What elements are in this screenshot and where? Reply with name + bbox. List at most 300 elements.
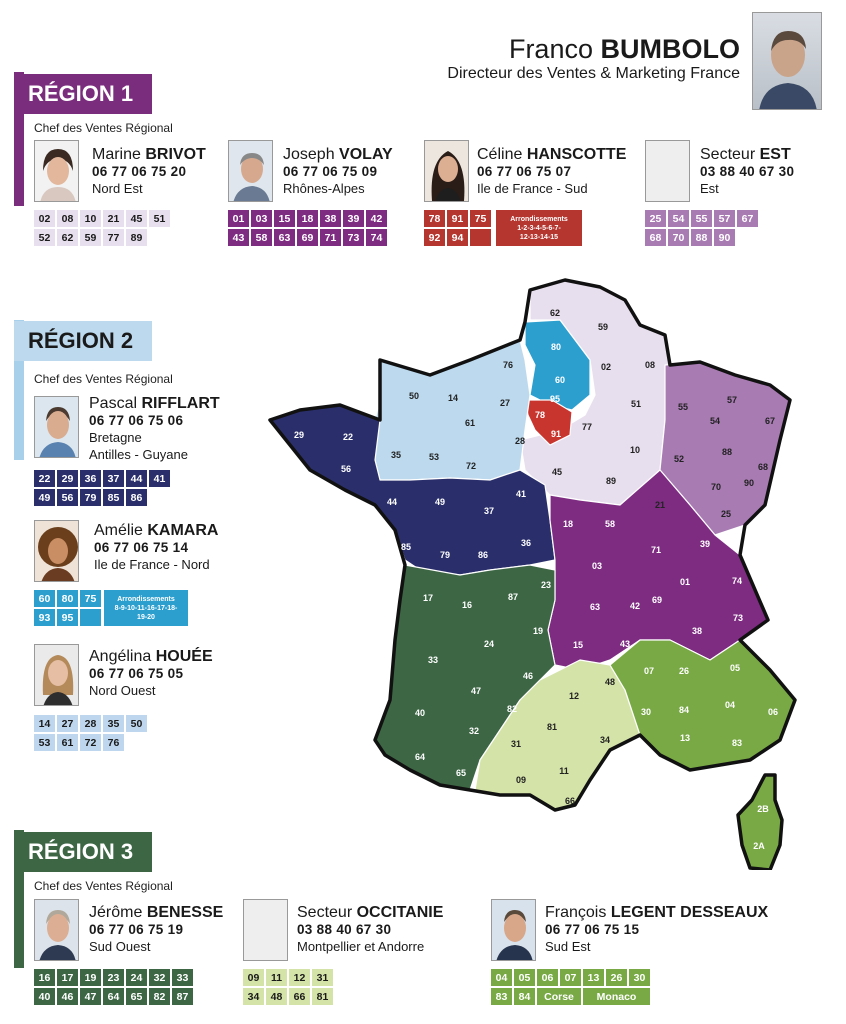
region1-chef-label: Chef des Ventes Régional xyxy=(34,121,173,135)
dept-chip: 59 xyxy=(80,229,101,246)
dept-chip: 76 xyxy=(103,734,124,751)
dept-label: 13 xyxy=(679,733,691,743)
dept-label: 87 xyxy=(507,592,519,602)
dept-label: 14 xyxy=(447,393,459,403)
dept-label: 21 xyxy=(654,500,666,510)
region1-label: RÉGION 1 xyxy=(28,81,134,106)
depts-brivot-row2 xyxy=(34,229,147,246)
dept-label: 39 xyxy=(699,539,711,549)
dept-chip: 56 xyxy=(57,489,78,506)
director-last-name: BUMBOLO xyxy=(600,34,740,64)
dept-chip: 50 xyxy=(126,715,147,732)
dept-chip: 36 xyxy=(80,470,101,487)
dept-chip: 46 xyxy=(57,988,78,1005)
dept-label: 73 xyxy=(732,613,744,623)
dept-label: 88 xyxy=(721,447,733,457)
person-name xyxy=(283,146,393,163)
dept-chip: 10 xyxy=(80,210,101,227)
dept-label: 24 xyxy=(483,639,495,649)
dept-label: 44 xyxy=(386,497,398,507)
dept-chip: 27 xyxy=(57,715,78,732)
dept-label: 78 xyxy=(534,410,546,420)
person-name xyxy=(477,146,626,163)
dept-chip-monaco: Monaco xyxy=(583,988,650,1005)
dept-label: 95 xyxy=(549,394,561,404)
dept-label: 54 xyxy=(709,416,721,426)
dept-label: 85 xyxy=(400,542,412,552)
avatar-placeholder-occitanie xyxy=(243,899,288,961)
dept-chip: 86 xyxy=(126,489,147,506)
dept-chip: 78 xyxy=(424,210,445,227)
director-first-name: Franco xyxy=(508,34,593,64)
dept-label: 41 xyxy=(515,489,527,499)
last-name: RIFFLART xyxy=(141,395,220,412)
phone: 06 77 06 75 14 xyxy=(94,540,189,555)
dept-label: 77 xyxy=(581,422,593,432)
dept-chip: 13 xyxy=(583,969,604,986)
depts-volay-row2 xyxy=(228,229,387,246)
arr-title: Arrondissements xyxy=(117,595,175,603)
last-name: LEGENT DESSEAUX xyxy=(610,904,769,921)
dept-label: 30 xyxy=(640,707,652,717)
dept-chip: 17 xyxy=(57,969,78,986)
dept-chip: 02 xyxy=(34,210,55,227)
dept-label: 66 xyxy=(564,796,576,806)
person-name xyxy=(297,904,443,921)
depts-volay-row1 xyxy=(228,210,387,227)
area: Ile de France - Nord xyxy=(94,557,210,572)
dept-chip: 43 xyxy=(228,229,249,246)
depts-benesse-row1 xyxy=(34,969,193,986)
dept-label: 68 xyxy=(757,462,769,472)
person-benesse xyxy=(89,904,223,955)
dept-label: 42 xyxy=(629,601,641,611)
dept-label: 35 xyxy=(390,450,402,460)
dept-chip: 89 xyxy=(126,229,147,246)
dept-label: 23 xyxy=(540,580,552,590)
phone: 06 77 06 75 07 xyxy=(477,164,572,179)
dept-label: 08 xyxy=(644,360,656,370)
dept-label: 62 xyxy=(549,308,561,318)
depts-est-row1 xyxy=(645,210,758,227)
first-name: Jérôme xyxy=(89,904,143,921)
dept-chip: 65 xyxy=(126,988,147,1005)
dept-label: 2B xyxy=(757,804,769,814)
area: Sud Ouest xyxy=(89,939,151,954)
dept-label: 90 xyxy=(743,478,755,488)
dept-chip: 39 xyxy=(343,210,364,227)
dept-chip: 66 xyxy=(289,988,310,1005)
dept-label: 91 xyxy=(550,429,562,439)
region3-label: RÉGION 3 xyxy=(28,839,134,864)
avatar-kamara xyxy=(34,520,79,582)
dept-label: 63 xyxy=(589,602,601,612)
area: Ile de France - Sud xyxy=(477,181,588,196)
phone: 06 77 06 75 05 xyxy=(89,666,184,681)
dept-chip: 94 xyxy=(447,229,468,246)
dept-label: 09 xyxy=(515,775,527,785)
dept-label: 32 xyxy=(468,726,480,736)
dept-chip: 51 xyxy=(149,210,170,227)
phone: 06 77 06 75 06 xyxy=(89,413,184,428)
dept-label: 15 xyxy=(572,640,584,650)
dept-chip: 47 xyxy=(80,988,101,1005)
first-name: Joseph xyxy=(283,146,335,163)
dept-label: 58 xyxy=(604,519,616,529)
first-name: Amélie xyxy=(94,522,143,539)
director-name xyxy=(509,34,740,65)
dept-label: 36 xyxy=(520,538,532,548)
dept-chip: 52 xyxy=(34,229,55,246)
dept-label: 70 xyxy=(710,482,722,492)
arr-line1: 1-2-3-4-5-6-7- xyxy=(517,224,561,232)
dept-chip: 53 xyxy=(34,734,55,751)
depts-legent-row2 xyxy=(491,988,650,1005)
region3-chef-label: Chef des Ventes Régional xyxy=(34,879,173,893)
dept-chip: 45 xyxy=(126,210,147,227)
dept-chip: 90 xyxy=(714,229,735,246)
dept-label: 29 xyxy=(293,430,305,440)
depts-brivot-row1 xyxy=(34,210,170,227)
dept-chip: 69 xyxy=(297,229,318,246)
dept-chip: 68 xyxy=(645,229,666,246)
region3-banner xyxy=(14,832,152,872)
dept-label: 56 xyxy=(340,464,352,474)
dept-label: 53 xyxy=(428,452,440,462)
dept-label: 28 xyxy=(514,436,526,446)
dept-label: 69 xyxy=(651,595,663,605)
dept-chip: 11 xyxy=(266,969,287,986)
dept-label: 11 xyxy=(559,766,569,776)
person-brivot xyxy=(92,146,206,197)
dept-chip: 14 xyxy=(34,715,55,732)
area: Rhônes-Alpes xyxy=(283,181,365,196)
dept-label: 17 xyxy=(422,593,434,603)
dept-label: 38 xyxy=(691,626,703,636)
dept-label: 22 xyxy=(342,432,354,442)
dept-label: 50 xyxy=(408,391,420,401)
dept-chip: 19 xyxy=(80,969,101,986)
dept-label: 07 xyxy=(643,666,655,676)
person-occitanie xyxy=(297,904,443,955)
dept-label: 57 xyxy=(726,395,738,405)
dept-chip: 24 xyxy=(126,969,147,986)
dept-label: 46 xyxy=(522,671,534,681)
person-houee xyxy=(89,648,213,699)
dept-chip: 23 xyxy=(103,969,124,986)
dept-label: 26 xyxy=(678,666,690,676)
person-legent xyxy=(545,904,768,955)
dept-label: 81 xyxy=(546,722,558,732)
last-name: BENESSE xyxy=(146,904,224,921)
dept-label: 84 xyxy=(678,705,690,715)
avatar-legent xyxy=(491,899,536,961)
dept-chip: 71 xyxy=(320,229,341,246)
arr-title: Arrondissements xyxy=(510,215,568,223)
dept-label: 72 xyxy=(465,461,477,471)
dept-label: 52 xyxy=(673,454,685,464)
phone: 06 77 06 75 09 xyxy=(283,164,378,179)
depts-legent-row1 xyxy=(491,969,650,986)
dept-chip: 30 xyxy=(629,969,650,986)
dept-chip: 12 xyxy=(289,969,310,986)
depts-kamara-row1 xyxy=(34,590,101,607)
person-silhouette-icon xyxy=(35,397,79,458)
dept-label: 18 xyxy=(562,519,574,529)
dept-chip: 32 xyxy=(149,969,170,986)
dept-label: 83 xyxy=(731,738,743,748)
dept-label: 03 xyxy=(591,561,603,571)
area: Bretagne xyxy=(89,430,142,445)
first-name: Secteur xyxy=(700,146,756,163)
dept-label: 25 xyxy=(720,509,732,519)
dept-chip: 22 xyxy=(34,470,55,487)
person-volay xyxy=(283,146,393,197)
area: Est xyxy=(700,181,719,196)
dept-chip: 91 xyxy=(447,210,468,227)
dept-label: 48 xyxy=(604,677,616,687)
depts-occitanie-row1 xyxy=(243,969,333,986)
first-name: Marine xyxy=(92,146,141,163)
area: Montpellier et Andorre xyxy=(297,939,425,954)
avatar-hanscotte xyxy=(424,140,469,202)
first-name: Angélina xyxy=(89,648,152,665)
dept-chip: 88 xyxy=(691,229,712,246)
dept-chip: 87 xyxy=(172,988,193,1005)
dept-chip: 75 xyxy=(80,590,101,607)
region2-chef-label: Chef des Ventes Régional xyxy=(34,372,173,386)
dept-label: 49 xyxy=(434,497,446,507)
dept-chip: 75 xyxy=(470,210,491,227)
dept-chip: 01 xyxy=(228,210,249,227)
dept-chip: 26 xyxy=(606,969,627,986)
dept-label: 64 xyxy=(414,752,426,762)
depts-occitanie-row2 xyxy=(243,988,333,1005)
dept-chip: 95 xyxy=(57,609,78,626)
dept-chip: 29 xyxy=(57,470,78,487)
director-avatar xyxy=(752,12,822,110)
dept-chip-corse: Corse xyxy=(537,988,581,1005)
dept-chip: 83 xyxy=(491,988,512,1005)
person-name xyxy=(92,146,206,163)
dept-chip: 64 xyxy=(103,988,124,1005)
dept-chip: 72 xyxy=(80,734,101,751)
avatar-houee xyxy=(34,644,79,706)
dept-label: 01 xyxy=(679,577,691,587)
dept-chip: 67 xyxy=(737,210,758,227)
depts-rifflart-row1 xyxy=(34,470,170,487)
dept-chip: 61 xyxy=(57,734,78,751)
person-name xyxy=(89,395,220,412)
avatar-brivot xyxy=(34,140,79,202)
dept-label: 80 xyxy=(550,342,562,352)
dept-chip: 42 xyxy=(366,210,387,227)
depts-hanscotte-row2 xyxy=(424,229,491,246)
dept-chip: 37 xyxy=(103,470,124,487)
first-name: Céline xyxy=(477,146,523,163)
dept-chip: 49 xyxy=(34,489,55,506)
dept-chip: 73 xyxy=(343,229,364,246)
dept-label: 40 xyxy=(414,708,426,718)
person-hanscotte xyxy=(477,146,626,197)
avatar-volay xyxy=(228,140,273,202)
dept-label: 12 xyxy=(568,691,580,701)
arr-line1: 8-9-10-11-16-17-18- xyxy=(114,604,178,612)
area: Nord Ouest xyxy=(89,683,156,698)
dept-label: 65 xyxy=(455,768,467,778)
dept-chip: 41 xyxy=(149,470,170,487)
dept-chip: 28 xyxy=(80,715,101,732)
dept-chip: 21 xyxy=(103,210,124,227)
dept-chip: 85 xyxy=(103,489,124,506)
dept-label: 76 xyxy=(502,360,514,370)
last-name: HANSCOTTE xyxy=(526,146,627,163)
person-name xyxy=(545,904,768,921)
dept-chip: 06 xyxy=(537,969,558,986)
area: Sud Est xyxy=(545,939,591,954)
depts-houee-row2 xyxy=(34,734,124,751)
last-name: OCCITANIE xyxy=(356,904,444,921)
dept-label: 31 xyxy=(510,739,522,749)
arrondissements-nord xyxy=(104,590,188,626)
dept-chip: 18 xyxy=(297,210,318,227)
last-name: HOUÉE xyxy=(155,648,213,665)
dept-chip: 31 xyxy=(312,969,333,986)
person-name xyxy=(94,522,218,539)
person-name xyxy=(89,904,223,921)
dept-label: 45 xyxy=(551,467,563,477)
dept-label: 02 xyxy=(600,362,612,372)
dept-label: 43 xyxy=(619,639,631,649)
dept-label: 86 xyxy=(477,550,489,560)
france-map xyxy=(260,270,805,870)
dept-label: 60 xyxy=(554,375,566,385)
dept-chip: 35 xyxy=(103,715,124,732)
phone: 03 88 40 67 30 xyxy=(700,164,795,179)
dept-label: 04 xyxy=(724,700,736,710)
dept-label: 05 xyxy=(729,663,741,673)
depts-kamara-row2 xyxy=(34,609,101,626)
person-silhouette-icon xyxy=(35,521,79,582)
phone: 03 88 40 67 30 xyxy=(297,922,392,937)
dept-chip: 54 xyxy=(668,210,689,227)
dept-label: 34 xyxy=(599,735,611,745)
dept-label: 59 xyxy=(597,322,609,332)
dept-label: 19 xyxy=(532,626,544,636)
arrondissements-sud xyxy=(496,210,582,246)
dept-label: 47 xyxy=(470,686,482,696)
first-name: Secteur xyxy=(297,904,353,921)
dept-chip: 70 xyxy=(668,229,689,246)
dept-label: 67 xyxy=(764,416,776,426)
dept-chip: 74 xyxy=(366,229,387,246)
area: Nord Est xyxy=(92,181,143,196)
dept-chip: 93 xyxy=(34,609,55,626)
dept-label: 79 xyxy=(439,550,451,560)
person-silhouette-icon xyxy=(35,645,79,706)
avatar-rifflart xyxy=(34,396,79,458)
dept-label: 89 xyxy=(605,476,617,486)
first-name: François xyxy=(545,904,607,921)
depts-houee-row1 xyxy=(34,715,147,732)
dept-label: 06 xyxy=(767,707,779,717)
first-name: Pascal xyxy=(89,395,138,412)
dept-chip: 08 xyxy=(57,210,78,227)
dept-label: 82 xyxy=(506,704,518,714)
person-silhouette-icon xyxy=(35,900,79,961)
dept-chip: 15 xyxy=(274,210,295,227)
depts-est-row2 xyxy=(645,229,735,246)
dept-chip: 33 xyxy=(172,969,193,986)
dept-chip: 60 xyxy=(34,590,55,607)
dept-chip: 55 xyxy=(691,210,712,227)
dept-label: 10 xyxy=(629,445,641,455)
phone: 06 77 06 75 19 xyxy=(89,922,184,937)
dept-label: 51 xyxy=(630,399,642,409)
arr-line2: 19-20 xyxy=(137,613,155,621)
person-name xyxy=(700,146,794,163)
dept-chip: 44 xyxy=(126,470,147,487)
last-name: BRIVOT xyxy=(145,146,206,163)
depts-benesse-row2 xyxy=(34,988,193,1005)
dept-label: 16 xyxy=(461,600,473,610)
dept-label: 61 xyxy=(464,418,476,428)
dept-chip: 34 xyxy=(243,988,264,1005)
region2-banner xyxy=(14,321,152,361)
person-kamara xyxy=(94,522,218,573)
dept-chip: 79 xyxy=(80,489,101,506)
dept-chip: 04 xyxy=(491,969,512,986)
last-name: KAMARA xyxy=(147,522,219,539)
person-silhouette-icon xyxy=(753,13,822,110)
person-name xyxy=(89,648,213,665)
depts-rifflart-row2 xyxy=(34,489,147,506)
dept-chip-empty xyxy=(80,609,101,626)
depts-hanscotte-row1 xyxy=(424,210,491,227)
dept-chip: 63 xyxy=(274,229,295,246)
dept-chip-empty xyxy=(470,229,491,246)
last-name: EST xyxy=(759,146,791,163)
dept-chip: 81 xyxy=(312,988,333,1005)
dept-label: 55 xyxy=(677,402,689,412)
dept-chip: 05 xyxy=(514,969,535,986)
dept-chip: 40 xyxy=(34,988,55,1005)
dept-chip: 58 xyxy=(251,229,272,246)
dept-chip: 57 xyxy=(714,210,735,227)
dept-chip: 84 xyxy=(514,988,535,1005)
dept-label: 37 xyxy=(483,506,495,516)
region2-label: RÉGION 2 xyxy=(28,328,134,353)
dept-chip: 16 xyxy=(34,969,55,986)
avatar-placeholder-est xyxy=(645,140,690,202)
phone: 06 77 06 75 15 xyxy=(545,922,640,937)
dept-chip: 03 xyxy=(251,210,272,227)
avatar-benesse xyxy=(34,899,79,961)
dept-chip: 25 xyxy=(645,210,666,227)
dept-label: 74 xyxy=(731,576,743,586)
dept-chip: 48 xyxy=(266,988,287,1005)
phone: 06 77 06 75 20 xyxy=(92,164,187,179)
last-name: VOLAY xyxy=(339,146,393,163)
person-silhouette-icon xyxy=(229,141,273,202)
dept-chip: 80 xyxy=(57,590,78,607)
dept-chip: 82 xyxy=(149,988,170,1005)
person-est xyxy=(700,146,794,197)
dept-label: 33 xyxy=(427,655,439,665)
dept-chip: 07 xyxy=(560,969,581,986)
person-silhouette-icon xyxy=(425,141,469,202)
dept-label: 71 xyxy=(650,545,662,555)
